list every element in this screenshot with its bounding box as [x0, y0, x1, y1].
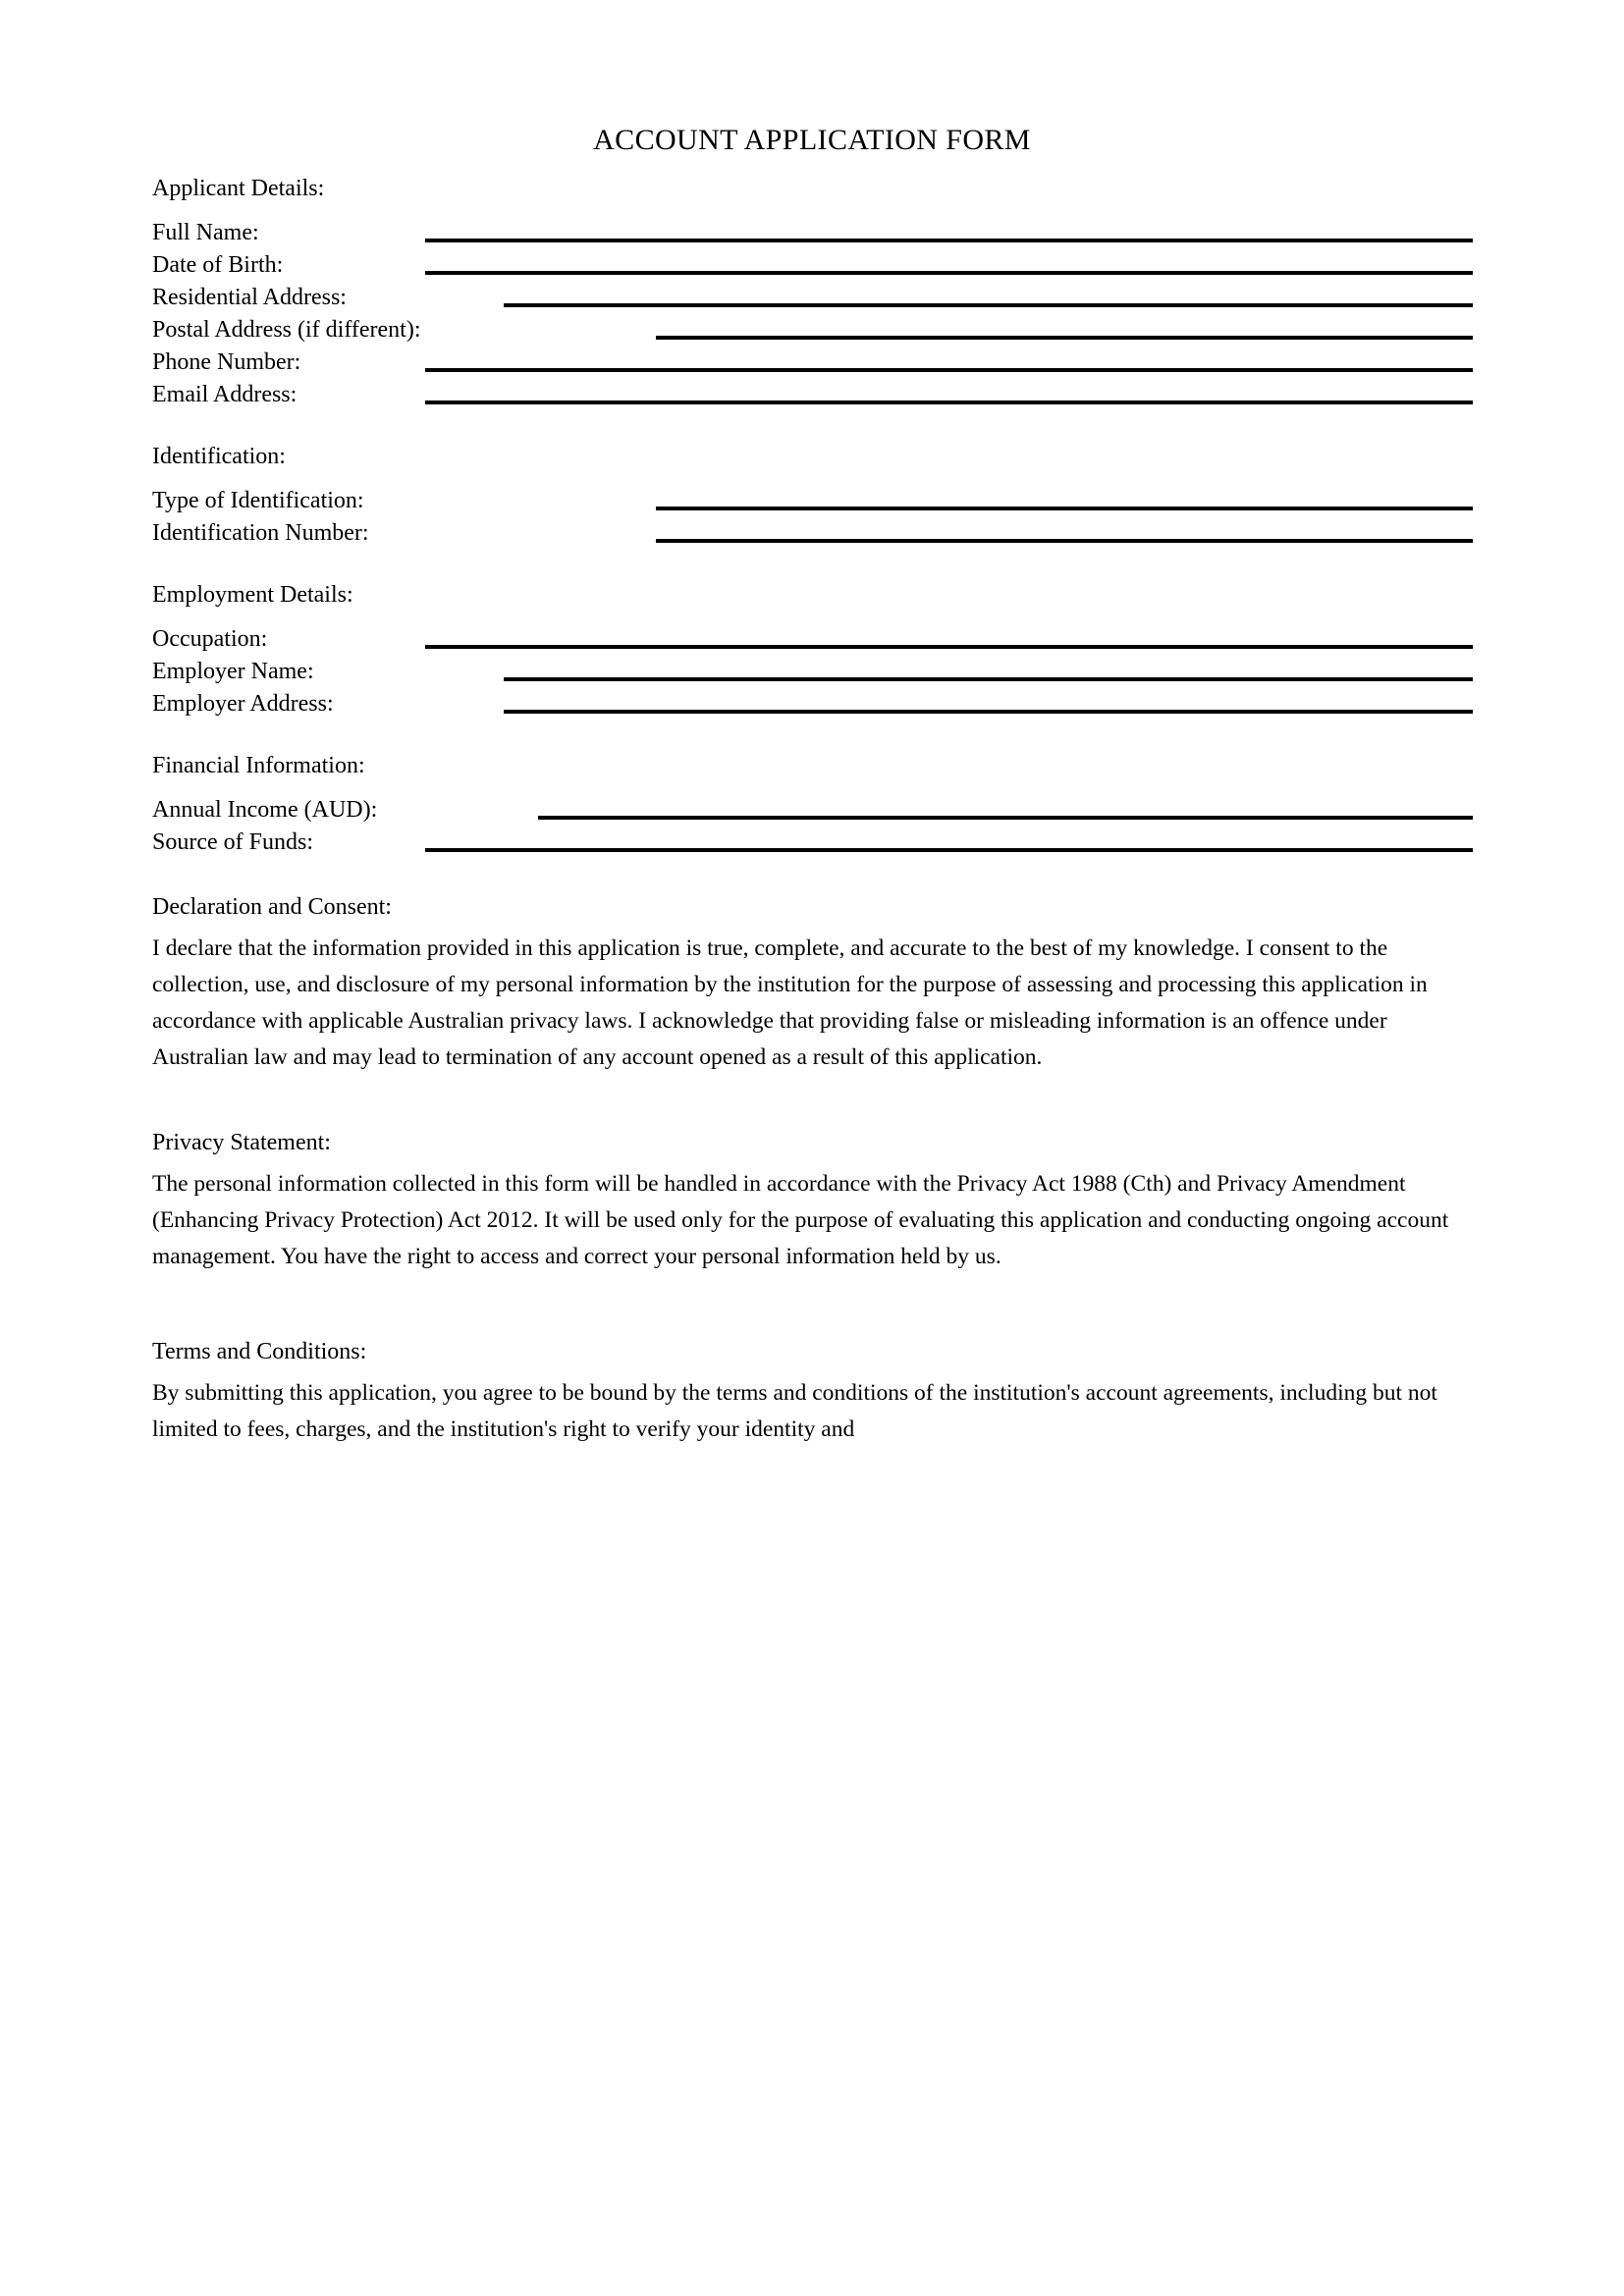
field-label-type-of-identification: Type of Identification: [152, 488, 364, 513]
field-input-date-of-birth[interactable] [425, 271, 1473, 275]
field-label-email-address: Email Address: [152, 382, 298, 407]
field-label-residential-address: Residential Address: [152, 285, 347, 310]
field-input-annual-income[interactable] [538, 816, 1473, 820]
field-input-type-of-identification[interactable] [656, 507, 1473, 510]
field-input-employer-name[interactable] [504, 677, 1473, 681]
field-label-identification-number: Identification Number: [152, 520, 369, 546]
field-label-date-of-birth: Date of Birth: [152, 252, 284, 278]
section-heading-declaration-and-consent: Declaration and Consent: [152, 894, 392, 920]
field-input-identification-number[interactable] [656, 539, 1473, 543]
field-input-email-address[interactable] [425, 400, 1473, 404]
page-title: ACCOUNT APPLICATION FORM [593, 124, 1031, 156]
field-label-postal-address: Postal Address (if different): [152, 317, 421, 343]
section-heading-financial-information: Financial Information: [152, 753, 365, 778]
field-input-occupation[interactable] [425, 645, 1473, 649]
field-label-employer-address: Employer Address: [152, 691, 334, 717]
field-input-phone-number[interactable] [425, 368, 1473, 372]
section-heading-employment-details: Employment Details: [152, 582, 353, 608]
field-label-employer-name: Employer Name: [152, 659, 314, 684]
section-heading-privacy-statement: Privacy Statement: [152, 1130, 331, 1155]
field-label-source-of-funds: Source of Funds: [152, 829, 313, 855]
field-input-full-name[interactable] [425, 239, 1473, 242]
section-heading-identification: Identification: [152, 444, 286, 469]
section-heading-terms-and-conditions: Terms and Conditions: [152, 1339, 367, 1364]
field-label-annual-income: Annual Income (AUD): [152, 797, 378, 823]
field-input-residential-address[interactable] [504, 303, 1473, 307]
field-label-occupation: Occupation: [152, 626, 268, 652]
field-label-phone-number: Phone Number: [152, 349, 301, 375]
field-input-employer-address[interactable] [504, 710, 1473, 714]
terms-body-text: By submitting this application, you agree to be bound by the terms and conditions of the institution's account agreements, including but not limited to fees, charges, and the institution's right to verify your identity and [152, 1380, 1437, 1442]
privacy-body-text: The personal information collected in this form will be handled in accordance with the Privacy Act 1988 (Cth) and Privacy Amendment (Enhancing Privacy Protection) Act 2012. It will be used only for the purpose of evaluating this application and conducting ongoing account management. You have the right to access and correct your personal information held by us. [152, 1171, 1449, 1269]
declaration-body-text: I declare that the information provided in this application is true, complete, and accurate to the best of my knowledge. I consent to the collection, use, and disclosure of my personal information by the institution for the purpose of assessing and processing this application in accordance with applicable Australian privacy laws. I acknowledge that providing false or misleading information is an offence under Australian law and may lead to termination of any account opened as a result of this application. [152, 935, 1428, 1070]
section-heading-applicant-details: Applicant Details: [152, 176, 325, 201]
field-input-postal-address[interactable] [656, 336, 1473, 340]
field-label-full-name: Full Name: [152, 220, 259, 245]
field-input-source-of-funds[interactable] [425, 848, 1473, 852]
